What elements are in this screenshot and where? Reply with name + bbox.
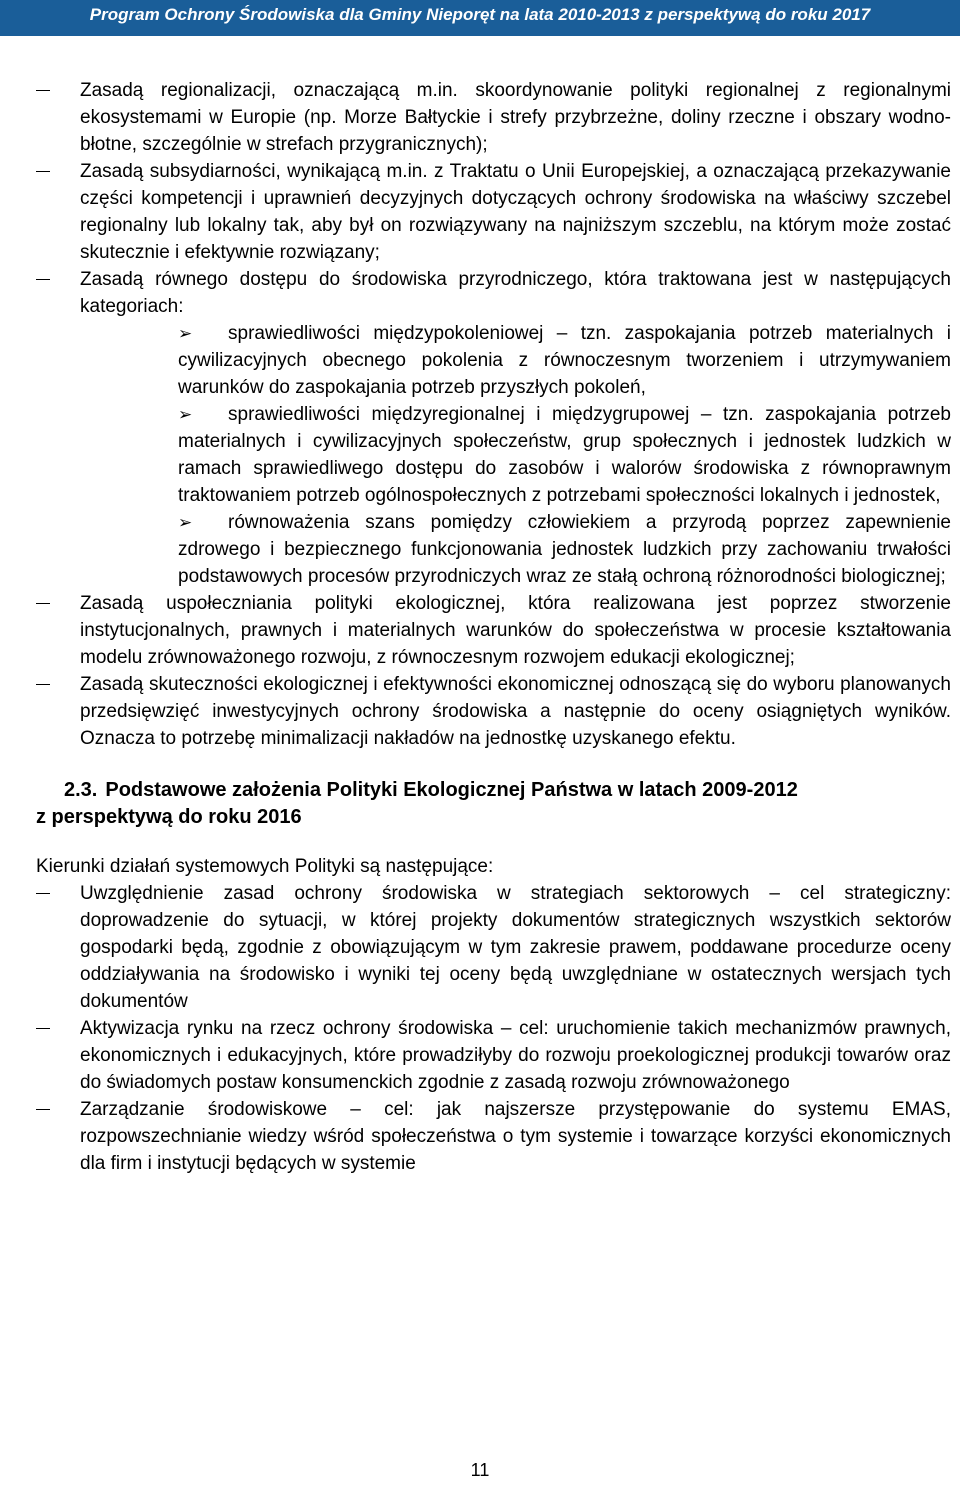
dash-bullet-icon xyxy=(36,1028,50,1029)
list-item-text: Zasadą równego dostępu do środowiska przyrodniczego, która traktowana jest w następujących kategoriach: xyxy=(80,269,951,317)
list-item xyxy=(36,266,951,320)
sub-list-item xyxy=(36,401,951,509)
list-item xyxy=(36,158,951,266)
list-item-text: Aktywizacja rynku na rzecz ochrony środowiska – cel: uruchomienie takich mechanizmów prawnych, ekonomicznych i edukacyjnych, które prowadziłyby do rozwoju proekologicznej produkcji towarów oraz do świadomych postaw konsumenckich zgodnie z zasadą rozwoju zrównoważonego xyxy=(80,1018,951,1093)
arrow-bullet-icon: ➢ xyxy=(178,405,193,424)
list-item-text: Zasadą regionalizacji, oznaczającą m.in. skoordynowanie polityki regionalnej z regionalnymi ekosystemami w Europie (np. Morze Bałtyckie i strefy przybrzeżne, doliny rzeczne i obszary wodno-błotne, szczególnie w strefach przygranicznych); xyxy=(80,80,951,155)
sub-list-item-text: sprawiedliwości międzypokoleniowej – tzn. zaspokajania potrzeb materialnych i cywilizacyjnych obecnego pokolenia z równoczesnym tworzeniem i utrzymywaniem warunków do zaspokajania potrzeb przyszłych pokoleń, xyxy=(178,323,951,398)
list-item xyxy=(36,880,951,1015)
section-title-line1: Podstawowe założenia Polityki Ekologicznej Państwa w latach 2009-2012 xyxy=(105,779,798,801)
list-item xyxy=(36,590,951,671)
arrow-bullet-icon: ➢ xyxy=(178,324,193,343)
list-item xyxy=(36,1096,951,1177)
header-title: Program Ochrony Środowiska dla Gminy Nieporęt na lata 2010-2013 z perspektywą do roku 2017 xyxy=(89,5,871,24)
dash-bullet-icon xyxy=(36,893,50,894)
sub-list-item xyxy=(36,509,951,590)
dash-bullet-icon xyxy=(36,90,50,91)
arrow-bullet-icon: ➢ xyxy=(178,513,193,532)
sub-list-item xyxy=(36,320,951,401)
sub-list-item-text: sprawiedliwości międzyregionalnej i międzygrupowej – tzn. zaspokajania potrzeb materialnych i cywilizacyjnych społeczeństw, grup społecznych i jednostek ludzkich w ramach sprawiedliwego dostępu do zasobów i walorów środowiska z równoprawnym traktowaniem potrzeb ogólnospołecznych z potrzebami społeczności lokalnych i jednostek, xyxy=(178,404,951,506)
sub-list-item-text: równoważenia szans pomiędzy człowiekiem a przyrodą poprzez zapewnienie zdrowego i bezpiecznego funkcjonowania jednostek ludzkich przy zachowaniu trwałości podstawowych procesów przyrodniczych wraz ze stałą ochroną różnorodności biologicznej; xyxy=(178,512,951,587)
list-item-text: Zasadą uspołeczniania polityki ekologicznej, która realizowana jest poprzez stworzenie instytucjonalnych, prawnych i materialnych warunków do społeczeństwa w procesie kształtowania modelu zrównoważonego rozwoju, z równoczesnym rozwojem edukacji ekologicznej; xyxy=(80,593,951,668)
section-heading xyxy=(36,777,951,831)
list-item-text: Zasadą skuteczności ekologicznej i efektywności ekonomicznej odnoszącą się do wyboru planowanych przedsięwzięć inwestycyjnych ochrony środowiska a następnie do oceny osiągniętych wyników. Oznacza to potrzebę minimalizacji nakładów na jednostkę uzyskanego efektu. xyxy=(80,674,951,749)
dash-bullet-icon xyxy=(36,684,50,685)
list-item xyxy=(36,77,951,158)
list-item-text: Zarządzanie środowiskowe – cel: jak najszersze przystępowanie do systemu EMAS, rozpowszechnianie wiedzy wśród społeczeństwa o tym systemie i towarzące korzyści ekonomicznych dla firm i instytucji będących w systemie xyxy=(80,1099,951,1174)
intro-paragraph: Kierunki działań systemowych Polityki są następujące: xyxy=(36,856,494,877)
list-item-text: Zasadą subsydiarności, wynikającą m.in. z Traktatu o Unii Europejskiej, a oznaczającą przekazywanie części kompetencji i uprawnień decyzyjnych dotyczących ochrony środowiska na właściwy szczebel regionalny lub lokalny tak, aby był on rozwiązywany na najniższym szczeblu, na którym może zostać skutecznie i efektywnie rozwiązany; xyxy=(80,161,951,263)
list-item xyxy=(36,671,951,752)
document-header xyxy=(0,0,960,36)
dash-bullet-icon xyxy=(36,603,50,604)
list-item xyxy=(36,1015,951,1096)
list-item-text: Uwzględnienie zasad ochrony środowiska w strategiach sektorowych – cel strategiczny: doprowadzenie do sytuacji, w której projekty dokumentów strategicznych wszystkich sektorów gospodarki będą, zgodnie z obowiązującym w tym zakresie prawem, poddawane procedurze oceny oddziaływania na środowisko i wyniki tej oceny będą uwzględniane w ostatecznych wersjach tych dokumentów xyxy=(80,883,951,1012)
page-content xyxy=(36,77,951,1177)
dash-bullet-icon xyxy=(36,1109,50,1110)
dash-bullet-icon xyxy=(36,279,50,280)
page-number: 11 xyxy=(470,1460,490,1480)
section-number: 2.3. xyxy=(64,779,98,801)
dash-bullet-icon xyxy=(36,171,50,172)
section-title-line2: z perspektywą do roku 2016 xyxy=(36,806,302,828)
